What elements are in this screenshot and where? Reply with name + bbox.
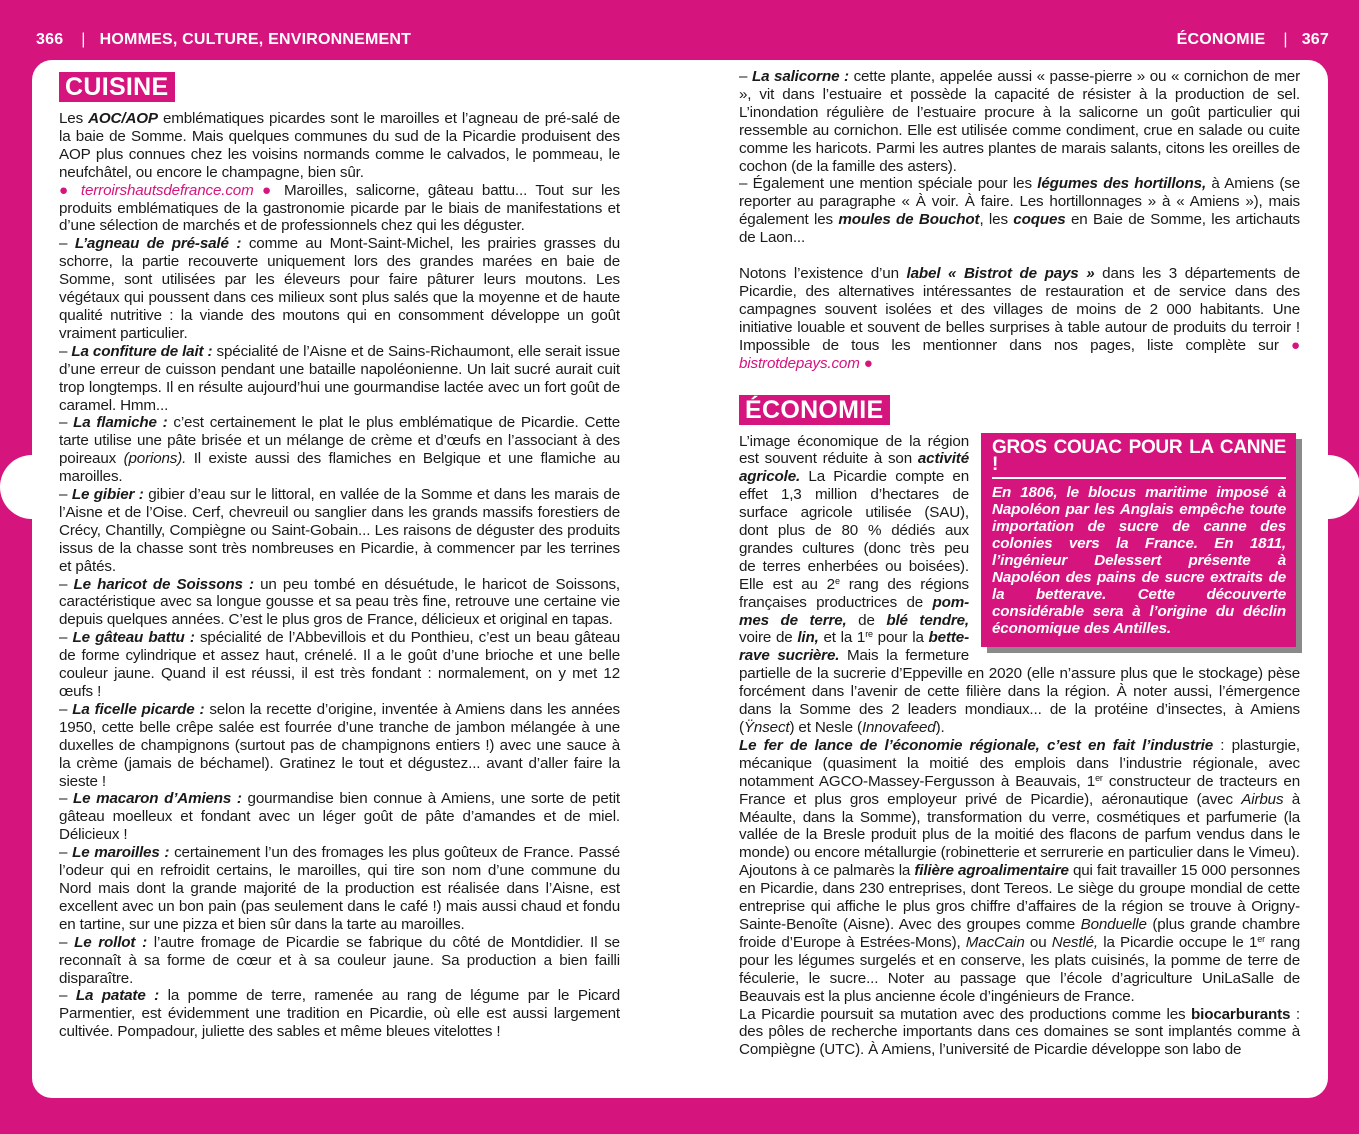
text-run: gibier d’eau sur le littoral, en vallée de la Somme et dans les marais de l’Aisne et de l’Oise. Cerf, chevreuil ou sanglier dans les grands massifs forestiers de Crécy, Chantilly, Compiègne ou Saint-Gobain... Les raisons de déguster des produits issus de la chasse sont très nombreuses en Picardie, à commencer par les terrines et pâtés. [59, 486, 621, 575]
text-run: : plasturgie, mécanique (quasiment la moitié des emplois dans l’industrie régionale, avec notamment AGCO-Massey-Fergusson à Beauvais, 1 [739, 736, 1300, 790]
text-run: effet 1,3 million d’hectares de [739, 486, 969, 504]
website-link[interactable]: terroirshautsdefrance.com [80, 181, 254, 199]
text-run: certainement l’un des fromages les plus goûteux de France. Passé l’odeur qui en refroidit certains, le maroilles, qui tire son nom d’une commune du Nord mais dont la grande majorité de la production est réalisée dans l’Aisne, est excellent avec un bon pain (pas seulement dans le café !) mais aussi chaud et fondu en tartine, sur une pizza et bien sûr dans la tarte au maroilles. [59, 844, 620, 933]
left-running-head [36, 31, 411, 49]
text-run: emblématiques picardes sont le maroilles et l’agneau de pré-salé de la baie de Somme. Mais quelques communes du sud de la Picardie produisent des AOP plus connues chez les voisins normands comme le calvados, le pommeau, le neufchâtel, ou encore le champagne, bien sûr. [59, 110, 621, 181]
text-run: : des pôles de recherche importants dans ces domaines se sont implantés comme à Compiègne (UTC). À Amiens, l’université de Picardie développe son labo de [739, 1005, 1300, 1059]
cuisine-column [59, 72, 620, 1041]
text-run: constructeur de tracteurs en France et plus gros employeur privé de Picardie), aéronautique (avec [739, 772, 1301, 808]
text-run: er [1095, 772, 1103, 783]
text-run: (plus grande chambre froide d’Europe à Estrées-Mons), [739, 915, 1300, 951]
text-run: de terres enherbées ou boisées). [739, 557, 969, 575]
text-run: agricole. [739, 468, 801, 486]
text-run: rang pour les légumes surgelés et en conserve, les plats cuisinés, la pomme de terre de féculerie, le sucre... Noter au passage que l’école d’agriculture UniLaSalle de Beauvais est la plus ancienne école d’ingénieurs de France. [739, 933, 1301, 1005]
sidebar-box [981, 433, 1296, 648]
list-item [59, 414, 620, 486]
text-run: spécialité de l’Aisne et de Sains-Richaumont, elle serait issue d’une erreur de cuisson pendant une bataille napoléonienne. Un lait sucré aurait cuit trop longtemps. Il en résulte aujourd’hui une gourmandise lactée avec un fort goût de caramel. Hmm... [59, 342, 620, 414]
text-run: l’autre fromage de Picardie se fabrique du côté de Montdidier. Il se reconnaît à sa forme de cœur et à sa couleur jaune. Sa production a bien failli disparaître. [59, 933, 620, 987]
text-run: Les [59, 110, 89, 127]
text-run: moules de Bouchot [838, 211, 980, 229]
text-run: La patate : [75, 987, 160, 1005]
text-line [739, 647, 969, 665]
text-run: L’image économique de la région [739, 432, 969, 450]
text-run: Mais la fermeture [839, 647, 969, 665]
list-item [59, 934, 620, 988]
text-run: ou [1024, 933, 1052, 951]
text-line [739, 558, 969, 576]
text-line [739, 450, 969, 468]
box-text: En 1806, le blocus maritime imposé à Napoléon par les Anglais empêche toute importation de sucre de canne des colonies vers la France. En 1811, l’ingénieur Delessert présente à Napoléon des pains de sucre extraits de la betterave. Cette découverte considérable sera à l’origine du déclin économique des Antilles. [992, 484, 1286, 637]
text-run: – [59, 414, 74, 432]
text-run: françaises productrices de [739, 593, 933, 611]
economie-wrap-lines [739, 433, 969, 666]
text-run: filière agroalimentaire [914, 862, 1069, 880]
list-item [59, 790, 620, 844]
text-run: Innovafeed [861, 719, 936, 736]
text-run: MacCain [965, 933, 1025, 951]
text-run: La confiture de lait : [71, 342, 213, 360]
biocarburants-paragraph [739, 1006, 1300, 1060]
text-run: re [865, 629, 873, 640]
text-run: pour la [872, 629, 929, 647]
text-run: c’est certainement le plat le plus emblématique de Picardie. Cette tarte utilise une pâte brisée et un mélange de crème et d’œufs en l’associant à des poireaux [59, 414, 621, 468]
text-line [739, 468, 969, 486]
right-section-name: ÉCONOMIE [1176, 31, 1266, 48]
text-run: gourmandise bien connue à Amiens, une sorte de petit gâteau moelleux et fondant avec un léger goût de pâte d’amandes et de miel. Délicieux ! [59, 790, 621, 844]
right-running-head [1177, 31, 1329, 49]
list-item [59, 701, 620, 791]
text-run: Maroilles, salicorne, gâteau battu... Tout sur les produits emblématiques de la gastronomie picarde par le biais de manifestations et d’une sélection de marchés et de professionnels chez qui les déguster. [59, 181, 620, 235]
section-title-cuisine: CUISINE [59, 72, 175, 102]
text-run: qui fait travailler 15 000 personnes en Picardie, dans 230 entreprises, dont Tereos. Le siège du groupe mondial de cette entreprise qui affiche le plus gros chiffre d’affaires de la région se trouve à Origny-Sainte-Benoîte (Aisne). Avec des groupes comme [739, 862, 1300, 933]
box-title: GROS COUAC POUR LA CANNE ! [992, 439, 1286, 480]
left-page-number: 366 [36, 31, 64, 48]
text-line [739, 540, 969, 558]
text-run: de [846, 611, 887, 629]
aoc-paragraph [59, 110, 620, 182]
bistrot-paragraph [739, 265, 1300, 372]
list-item [739, 175, 1300, 247]
section-title-economie: ÉCONOMIE [739, 395, 890, 425]
text-run: Ajoutons à ce palmarès la [739, 862, 915, 880]
text-run: biocarburants [1191, 1005, 1291, 1023]
text-line [739, 629, 969, 647]
page-edge-notch [0, 455, 64, 519]
text-run: légumes des hortillons, [1037, 175, 1207, 193]
economie-paragraph-rest [739, 665, 1300, 737]
left-page [32, 60, 678, 1098]
text-line [739, 433, 969, 451]
text-line [739, 504, 969, 522]
text-run: lin, [797, 629, 819, 647]
text-run: mes de terre, [739, 611, 847, 629]
text-run: Le gâteau battu : [72, 629, 195, 647]
text-run: voire de [739, 629, 798, 647]
terroirs-paragraph [59, 182, 620, 236]
list-item [59, 576, 620, 630]
text-run: Nestlé, [1051, 933, 1098, 951]
text-run: comme au Mont-Saint-Michel, les prairies grasses du schorre, la partie recouverte uniquement lors des grandes marées en baie de Somme, sont utilisées par les éleveurs pour faire pâturer leurs moutons. Les végétaux qui poussent dans ces milieux sont plus salés que la moyenne et de haute qualité nutritive : la viande des moutons qui en consomment développe un goût vraiment particulier. [59, 235, 620, 342]
text-run: – [59, 342, 72, 360]
economie-body [739, 433, 1300, 1060]
text-run: ● [59, 181, 81, 199]
text-run: ● [253, 181, 284, 199]
list-item [59, 343, 620, 415]
text-run: La salicorne : [751, 68, 849, 85]
text-run: Airbus [1241, 790, 1284, 808]
text-run: Le haricot de Soissons : [73, 575, 254, 593]
header-separator: | [81, 31, 86, 48]
text-run: – [59, 629, 73, 647]
text-run: spécialité de l’Abbevillois et du Ponthieu, c’est un beau gâteau de forme cylindrique et assez haut, crénelé. Il a le goût d’une brioche et une belle couleur jaune. Quand il est réussi, il est très fondant : normalement, on y met 12 œufs ! [59, 629, 620, 700]
list-item [739, 68, 1300, 175]
text-run: AOC/AOP [88, 110, 158, 127]
text-line [739, 612, 969, 630]
text-line [739, 576, 969, 594]
text-run: e [834, 575, 840, 586]
text-run: Notons l’existence d’un [739, 265, 907, 283]
text-run: coques [1013, 211, 1066, 229]
list-item [59, 235, 620, 342]
text-run: est souvent réduite à son [739, 450, 918, 468]
text-run: La Picardie compte en [800, 468, 969, 486]
text-run: selon la recette d’origine, inventée à Amiens dans les années 1950, cette belle crêpe salée est fourrée d’une tranche de jambon mélangée à une duxelles de champignons (surtout pas de champignons entiers !) avec une sauce à la crème (jamais de béchamel). Gratinez le tout et dégustez... avant d’aller faire la sieste ! [59, 700, 620, 790]
agro-paragraph [739, 862, 1300, 1005]
text-run: en Baie de Somme, les artichauts de Laon... [739, 211, 1300, 247]
text-run: rang des régions [839, 575, 969, 593]
text-run: – Également une mention spéciale pour les [739, 175, 1038, 193]
text-run: – [59, 933, 75, 951]
text-run: la pomme de terre, ramenée au rang de légume par le Picard Parmentier, est évidemment une tradition en Picardie, où elle est aussi largement cultivée. Pompadour, juliette des sables et même bleues vitelottes ! [59, 987, 620, 1041]
text-run: ) et Nesle ( [789, 719, 862, 736]
text-run: – [59, 790, 73, 808]
text-run: – [59, 235, 75, 253]
text-run: – [59, 987, 76, 1005]
text-run: , les [979, 211, 1014, 229]
left-section-name: HOMMES, CULTURE, ENVIRONNEMENT [99, 31, 412, 48]
right-page-number: 367 [1301, 31, 1329, 48]
text-run: Le fer de lance de l’économie régionale, c’est en fait l’industrie [739, 736, 1214, 754]
text-run: pom- [932, 593, 969, 611]
text-run: Il existe aussi des flamiches en Belgique et une flamiche au maroilles. [59, 450, 620, 486]
text-run: Le macaron d’Amiens : [73, 790, 242, 808]
text-run: ). [935, 719, 945, 736]
list-item [59, 486, 620, 576]
text-run: Elle est au 2 [739, 575, 835, 593]
text-run: cette plante, appelée aussi « passe-pierre » ou « cornichon de mer », vit dans l’estuaire et possède la capacité de résister à la production de sel. L’inondation régulière de l’estuaire procure à la salicorne un goût particulier qui ressemble au cornichon. Elle est utilisée comme condiment, crue en salade ou cuite comme les haricots. Parmi les autres plantes de marais salants, citons les oreilles de cochon (de la famille des asters). [739, 68, 1301, 175]
text-run: Bonduelle [1080, 915, 1147, 933]
industrie-paragraph [739, 737, 1300, 862]
text-run: – [739, 68, 752, 85]
text-run: Le gibier : [71, 486, 144, 504]
list-item [59, 844, 620, 934]
text-run: L’agneau de pré-salé : [74, 235, 242, 253]
text-run: la Picardie occupe le 1 [1097, 933, 1258, 951]
right-column [739, 68, 1300, 1059]
text-run: un peu tombé en désuétude, le haricot de Soissons, caractéristique avec sa longue gousse et sa peau très fine, retrouve une certaine vie depuis quelques années. C’est le plus gros de France, délicieux et original en tapas. [59, 575, 620, 629]
text-line [739, 594, 969, 612]
text-run: ● [1290, 336, 1300, 354]
text-run: à Amiens (se reporter au paragraphe « À voir. À faire. Les hortillonnages » à « Amiens »), mais également les [739, 175, 1300, 229]
text-run: – [59, 486, 72, 504]
text-run: Le rollot : [74, 933, 148, 951]
text-run: rave sucrière. [739, 647, 840, 665]
text-run: à Méaulte, dans la Somme), transformation du verre, cosmétiques et parfumerie (la vallée de la Bresle produit plus de la moitié des flacons de parfum vendus dans le monde) ou encore métallurgie (robinetterie et serrurerie en particulier dans le Vimeu). [739, 790, 1300, 862]
text-run: et la 1 [818, 629, 866, 647]
header-separator: | [1283, 31, 1288, 48]
list-item [59, 629, 620, 701]
text-run: er [1257, 933, 1265, 944]
list-item [59, 987, 620, 1041]
text-run: – [59, 700, 73, 718]
running-header [0, 0, 1359, 60]
text-run: – [59, 575, 74, 593]
text-run: grandes cultures (donc très peu [739, 539, 969, 557]
text-run: ● [859, 354, 873, 372]
text-line [739, 522, 969, 540]
text-run: label « Bistrot de pays » [906, 265, 1095, 283]
text-run: bette- [928, 629, 969, 647]
right-page [678, 60, 1328, 1098]
text-line [739, 486, 969, 504]
text-run: dont plus de 80 % dédiés aux [739, 522, 969, 540]
text-run: blé tendre, [886, 611, 969, 629]
page-edge-notch [1296, 455, 1359, 519]
text-run: – [59, 844, 73, 862]
cuisine-items [59, 235, 620, 1041]
text-run: (porions). [123, 450, 187, 468]
website-link[interactable]: bistrotdepays.com [739, 354, 860, 372]
text-run: partielle de la sucrerie d’Eppeville en 2020 (elle n’assure plus que le stockage) pèse forcément dans l’avenir de cette filière dans la région. À noter aussi, l’émergence dans la Somme des 2 leaders mondiaux... de la protéine d’insectes, à Amiens ( [739, 665, 1300, 736]
text-run: La Picardie poursuit sa mutation avec des productions comme les [739, 1005, 1192, 1023]
text-run: dans les 3 départements de Picardie, des alternatives intéressantes de restauration et de service dans des campagnes souvent isolées et des villages de moins de 2 000 habitants. Une initiative louable et souvent de belles surprises à table autour de produits du terroir ! Impossible de tous les mentionner dans nos pages, liste complète sur [739, 265, 1300, 354]
text-run: Ÿnsect [743, 719, 790, 736]
right-items [739, 68, 1300, 247]
text-run: La ficelle picarde : [72, 700, 205, 718]
text-run: surface agricole utilisée (SAU), [739, 504, 969, 522]
text-run: Le maroilles : [72, 844, 170, 862]
text-run: activité [917, 450, 969, 468]
text-run: La flamiche : [73, 414, 168, 432]
